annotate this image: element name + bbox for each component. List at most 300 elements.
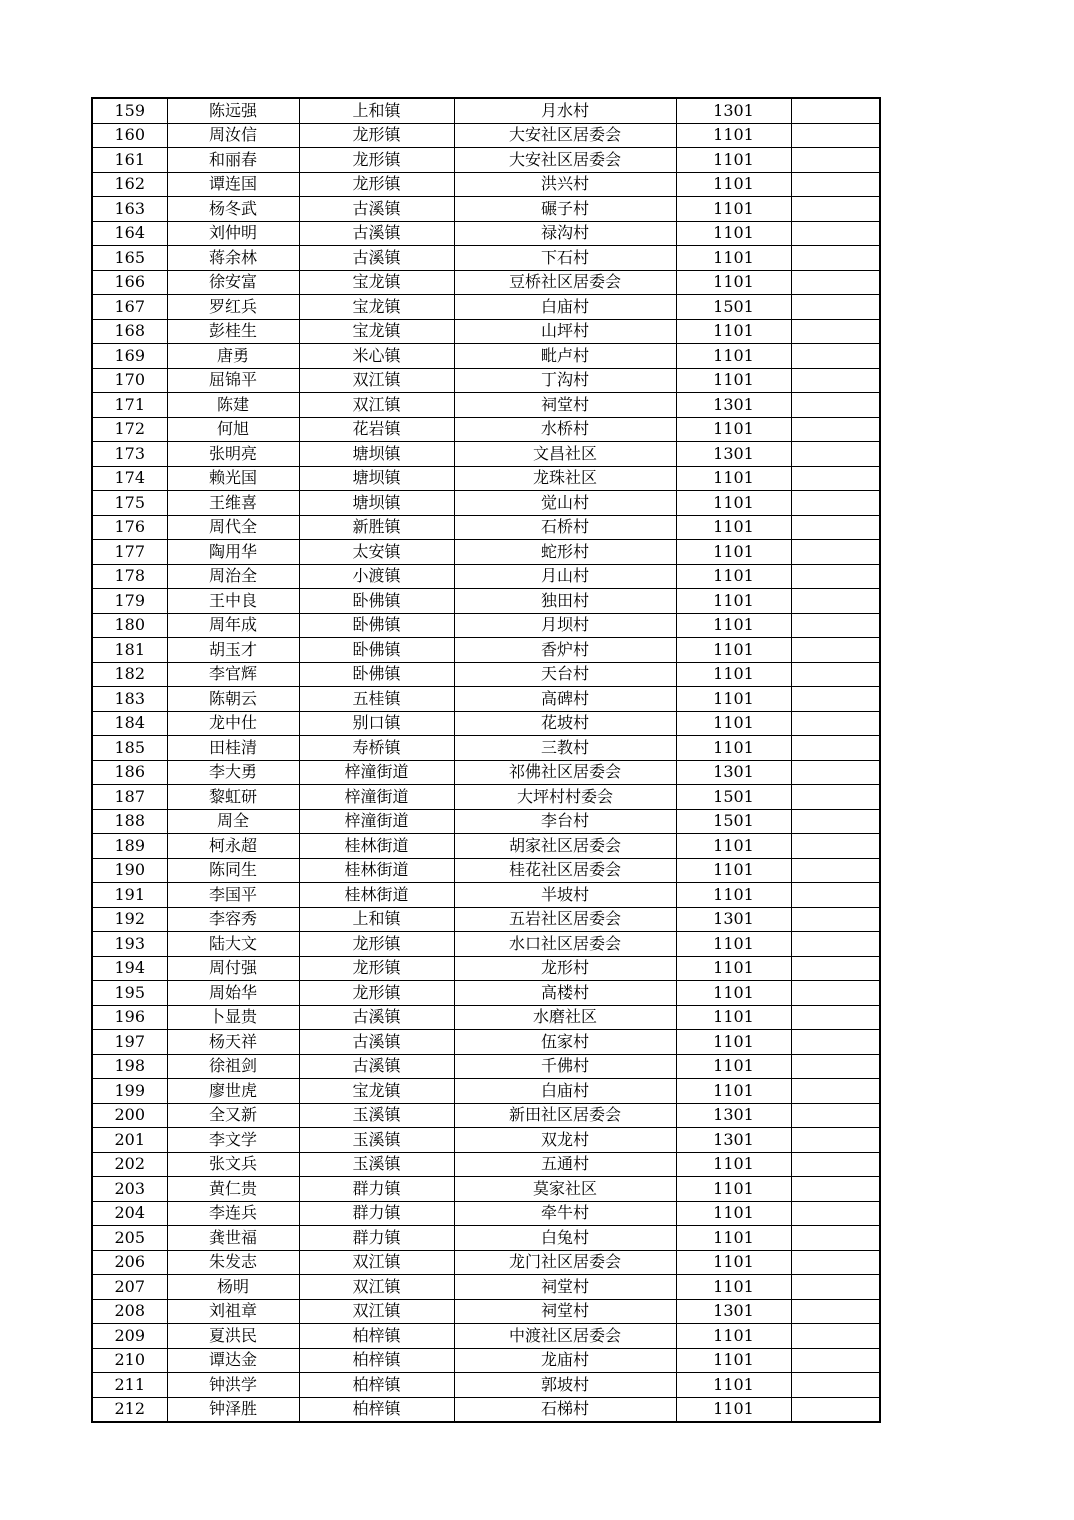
code-cell: 1301 bbox=[676, 98, 791, 123]
table-row bbox=[92, 148, 880, 173]
remark-cell bbox=[791, 589, 880, 614]
town-cell: 桂林街道 bbox=[299, 834, 454, 859]
row-number-cell: 182 bbox=[92, 662, 167, 687]
village-cell: 李台村 bbox=[454, 809, 676, 834]
village-cell: 郭坡村 bbox=[454, 1373, 676, 1398]
name-cell: 周全 bbox=[167, 809, 299, 834]
code-cell: 1101 bbox=[676, 834, 791, 859]
row-number-cell: 200 bbox=[92, 1103, 167, 1128]
name-cell: 李容秀 bbox=[167, 907, 299, 932]
town-cell: 宝龙镇 bbox=[299, 295, 454, 320]
village-cell: 三教村 bbox=[454, 736, 676, 761]
remark-cell bbox=[791, 393, 880, 418]
table-row bbox=[92, 270, 880, 295]
village-cell: 文昌社区 bbox=[454, 442, 676, 467]
village-cell: 龙形村 bbox=[454, 956, 676, 981]
name-cell: 杨冬武 bbox=[167, 197, 299, 222]
village-cell: 石桥村 bbox=[454, 515, 676, 540]
table-row bbox=[92, 393, 880, 418]
code-cell: 1101 bbox=[676, 368, 791, 393]
code-cell: 1301 bbox=[676, 1299, 791, 1324]
table-row bbox=[92, 98, 880, 123]
name-cell: 陈朝云 bbox=[167, 687, 299, 712]
remark-cell bbox=[791, 515, 880, 540]
village-cell: 天台村 bbox=[454, 662, 676, 687]
name-cell: 王维喜 bbox=[167, 491, 299, 516]
code-cell: 1101 bbox=[676, 687, 791, 712]
town-cell: 五桂镇 bbox=[299, 687, 454, 712]
remark-cell bbox=[791, 1152, 880, 1177]
remark-cell bbox=[791, 785, 880, 810]
code-cell: 1101 bbox=[676, 662, 791, 687]
code-cell: 1101 bbox=[676, 1030, 791, 1055]
remark-cell bbox=[791, 1226, 880, 1251]
name-cell: 夏洪民 bbox=[167, 1324, 299, 1349]
code-cell: 1101 bbox=[676, 466, 791, 491]
name-cell: 屈锦平 bbox=[167, 368, 299, 393]
remark-cell bbox=[791, 613, 880, 638]
row-number-cell: 161 bbox=[92, 148, 167, 173]
remark-cell bbox=[791, 932, 880, 957]
village-cell: 花坡村 bbox=[454, 711, 676, 736]
row-number-cell: 165 bbox=[92, 246, 167, 271]
town-cell: 上和镇 bbox=[299, 907, 454, 932]
row-number-cell: 160 bbox=[92, 123, 167, 148]
village-cell: 五通村 bbox=[454, 1152, 676, 1177]
row-number-cell: 164 bbox=[92, 221, 167, 246]
code-cell: 1301 bbox=[676, 1103, 791, 1128]
code-cell: 1101 bbox=[676, 1275, 791, 1300]
row-number-cell: 187 bbox=[92, 785, 167, 810]
table-row bbox=[92, 1152, 880, 1177]
remark-cell bbox=[791, 1250, 880, 1275]
village-cell: 香炉村 bbox=[454, 638, 676, 663]
row-number-cell: 198 bbox=[92, 1054, 167, 1079]
name-cell: 胡玉才 bbox=[167, 638, 299, 663]
name-cell: 杨天祥 bbox=[167, 1030, 299, 1055]
village-cell: 大坪村村委会 bbox=[454, 785, 676, 810]
remark-cell bbox=[791, 540, 880, 565]
village-cell: 水口社区居委会 bbox=[454, 932, 676, 957]
row-number-cell: 176 bbox=[92, 515, 167, 540]
name-cell: 谭达金 bbox=[167, 1348, 299, 1373]
remark-cell bbox=[791, 834, 880, 859]
table-row bbox=[92, 197, 880, 222]
code-cell: 1101 bbox=[676, 981, 791, 1006]
table-row bbox=[92, 123, 880, 148]
village-cell: 高楼村 bbox=[454, 981, 676, 1006]
remark-cell bbox=[791, 956, 880, 981]
town-cell: 宝龙镇 bbox=[299, 270, 454, 295]
village-cell: 中渡社区居委会 bbox=[454, 1324, 676, 1349]
row-number-cell: 208 bbox=[92, 1299, 167, 1324]
table-row bbox=[92, 246, 880, 271]
code-cell: 1101 bbox=[676, 564, 791, 589]
town-cell: 龙形镇 bbox=[299, 956, 454, 981]
row-number-cell: 166 bbox=[92, 270, 167, 295]
table-row bbox=[92, 638, 880, 663]
code-cell: 1301 bbox=[676, 393, 791, 418]
code-cell: 1301 bbox=[676, 442, 791, 467]
table-row bbox=[92, 1299, 880, 1324]
remark-cell bbox=[791, 1128, 880, 1153]
remark-cell bbox=[791, 270, 880, 295]
row-number-cell: 193 bbox=[92, 932, 167, 957]
village-cell: 千佛村 bbox=[454, 1054, 676, 1079]
remark-cell bbox=[791, 123, 880, 148]
name-cell: 陈同生 bbox=[167, 858, 299, 883]
table-row bbox=[92, 172, 880, 197]
remark-cell bbox=[791, 368, 880, 393]
code-cell: 1101 bbox=[676, 515, 791, 540]
row-number-cell: 172 bbox=[92, 417, 167, 442]
table-row bbox=[92, 1275, 880, 1300]
row-number-cell: 168 bbox=[92, 319, 167, 344]
name-cell: 李文学 bbox=[167, 1128, 299, 1153]
name-cell: 张文兵 bbox=[167, 1152, 299, 1177]
row-number-cell: 197 bbox=[92, 1030, 167, 1055]
row-number-cell: 183 bbox=[92, 687, 167, 712]
name-cell: 钟泽胜 bbox=[167, 1397, 299, 1422]
table-row bbox=[92, 417, 880, 442]
table-row bbox=[92, 1177, 880, 1202]
table-row bbox=[92, 1103, 880, 1128]
table-row bbox=[92, 760, 880, 785]
table-row bbox=[92, 1201, 880, 1226]
town-cell: 小渡镇 bbox=[299, 564, 454, 589]
code-cell: 1101 bbox=[676, 711, 791, 736]
village-cell: 大安社区居委会 bbox=[454, 123, 676, 148]
row-number-cell: 189 bbox=[92, 834, 167, 859]
remark-cell bbox=[791, 1030, 880, 1055]
village-cell: 祠堂村 bbox=[454, 1275, 676, 1300]
remark-cell bbox=[791, 1054, 880, 1079]
town-cell: 梓潼街道 bbox=[299, 785, 454, 810]
code-cell: 1101 bbox=[676, 123, 791, 148]
village-cell: 半坡村 bbox=[454, 883, 676, 908]
town-cell: 玉溪镇 bbox=[299, 1152, 454, 1177]
name-cell: 刘仲明 bbox=[167, 221, 299, 246]
table-row bbox=[92, 687, 880, 712]
row-number-cell: 199 bbox=[92, 1079, 167, 1104]
town-cell: 梓潼街道 bbox=[299, 809, 454, 834]
row-number-cell: 163 bbox=[92, 197, 167, 222]
table-row bbox=[92, 809, 880, 834]
code-cell: 1301 bbox=[676, 1128, 791, 1153]
code-cell: 1101 bbox=[676, 197, 791, 222]
row-number-cell: 170 bbox=[92, 368, 167, 393]
code-cell: 1101 bbox=[676, 221, 791, 246]
village-cell: 月坝村 bbox=[454, 613, 676, 638]
row-number-cell: 194 bbox=[92, 956, 167, 981]
town-cell: 古溪镇 bbox=[299, 221, 454, 246]
town-cell: 双江镇 bbox=[299, 1299, 454, 1324]
remark-cell bbox=[791, 246, 880, 271]
code-cell: 1301 bbox=[676, 907, 791, 932]
village-cell: 桂花社区居委会 bbox=[454, 858, 676, 883]
town-cell: 龙形镇 bbox=[299, 981, 454, 1006]
table-row bbox=[92, 1054, 880, 1079]
row-number-cell: 211 bbox=[92, 1373, 167, 1398]
village-cell: 觉山村 bbox=[454, 491, 676, 516]
remark-cell bbox=[791, 1275, 880, 1300]
town-cell: 古溪镇 bbox=[299, 1054, 454, 1079]
row-number-cell: 192 bbox=[92, 907, 167, 932]
row-number-cell: 173 bbox=[92, 442, 167, 467]
name-cell: 朱发志 bbox=[167, 1250, 299, 1275]
town-cell: 新胜镇 bbox=[299, 515, 454, 540]
town-cell: 塘坝镇 bbox=[299, 466, 454, 491]
town-cell: 塘坝镇 bbox=[299, 442, 454, 467]
village-cell: 下石村 bbox=[454, 246, 676, 271]
village-cell: 双龙村 bbox=[454, 1128, 676, 1153]
remark-cell bbox=[791, 564, 880, 589]
village-cell: 山坪村 bbox=[454, 319, 676, 344]
name-cell: 廖世虎 bbox=[167, 1079, 299, 1104]
town-cell: 古溪镇 bbox=[299, 1005, 454, 1030]
village-cell: 月水村 bbox=[454, 98, 676, 123]
town-cell: 柏梓镇 bbox=[299, 1373, 454, 1398]
row-number-cell: 188 bbox=[92, 809, 167, 834]
row-number-cell: 212 bbox=[92, 1397, 167, 1422]
code-cell: 1101 bbox=[676, 1324, 791, 1349]
village-cell: 祠堂村 bbox=[454, 393, 676, 418]
table-row bbox=[92, 442, 880, 467]
village-cell: 龙门社区居委会 bbox=[454, 1250, 676, 1275]
name-cell: 陶用华 bbox=[167, 540, 299, 565]
name-cell: 杨明 bbox=[167, 1275, 299, 1300]
row-number-cell: 191 bbox=[92, 883, 167, 908]
remark-cell bbox=[791, 1177, 880, 1202]
table-row bbox=[92, 564, 880, 589]
row-number-cell: 175 bbox=[92, 491, 167, 516]
village-cell: 新田社区居委会 bbox=[454, 1103, 676, 1128]
row-number-cell: 162 bbox=[92, 172, 167, 197]
town-cell: 柏梓镇 bbox=[299, 1324, 454, 1349]
village-cell: 水桥村 bbox=[454, 417, 676, 442]
row-number-cell: 203 bbox=[92, 1177, 167, 1202]
town-cell: 桂林街道 bbox=[299, 883, 454, 908]
name-cell: 周付强 bbox=[167, 956, 299, 981]
remark-cell bbox=[791, 1397, 880, 1422]
remark-cell bbox=[791, 1373, 880, 1398]
name-cell: 刘祖章 bbox=[167, 1299, 299, 1324]
row-number-cell: 174 bbox=[92, 466, 167, 491]
code-cell: 1101 bbox=[676, 1177, 791, 1202]
row-number-cell: 178 bbox=[92, 564, 167, 589]
village-cell: 毗卢村 bbox=[454, 344, 676, 369]
name-cell: 钟洪学 bbox=[167, 1373, 299, 1398]
row-number-cell: 207 bbox=[92, 1275, 167, 1300]
row-number-cell: 184 bbox=[92, 711, 167, 736]
code-cell: 1101 bbox=[676, 319, 791, 344]
remark-cell bbox=[791, 1079, 880, 1104]
code-cell: 1101 bbox=[676, 1348, 791, 1373]
code-cell: 1101 bbox=[676, 1250, 791, 1275]
code-cell: 1101 bbox=[676, 491, 791, 516]
roster-table bbox=[91, 97, 881, 1423]
table-row bbox=[92, 1373, 880, 1398]
name-cell: 赖光国 bbox=[167, 466, 299, 491]
row-number-cell: 186 bbox=[92, 760, 167, 785]
table-row bbox=[92, 295, 880, 320]
row-number-cell: 210 bbox=[92, 1348, 167, 1373]
table-row bbox=[92, 221, 880, 246]
village-cell: 洪兴村 bbox=[454, 172, 676, 197]
name-cell: 李官辉 bbox=[167, 662, 299, 687]
name-cell: 周治全 bbox=[167, 564, 299, 589]
table-row bbox=[92, 1226, 880, 1251]
code-cell: 1101 bbox=[676, 1079, 791, 1104]
remark-cell bbox=[791, 466, 880, 491]
name-cell: 柯永超 bbox=[167, 834, 299, 859]
town-cell: 龙形镇 bbox=[299, 172, 454, 197]
table-row bbox=[92, 540, 880, 565]
town-cell: 双江镇 bbox=[299, 368, 454, 393]
name-cell: 周始华 bbox=[167, 981, 299, 1006]
town-cell: 柏梓镇 bbox=[299, 1397, 454, 1422]
town-cell: 古溪镇 bbox=[299, 1030, 454, 1055]
code-cell: 1101 bbox=[676, 1373, 791, 1398]
code-cell: 1101 bbox=[676, 270, 791, 295]
table-row bbox=[92, 907, 880, 932]
code-cell: 1101 bbox=[676, 1054, 791, 1079]
code-cell: 1101 bbox=[676, 540, 791, 565]
town-cell: 群力镇 bbox=[299, 1226, 454, 1251]
remark-cell bbox=[791, 172, 880, 197]
table-row bbox=[92, 1348, 880, 1373]
remark-cell bbox=[791, 711, 880, 736]
table-row bbox=[92, 319, 880, 344]
village-cell: 白庙村 bbox=[454, 295, 676, 320]
table-row bbox=[92, 785, 880, 810]
town-cell: 双江镇 bbox=[299, 393, 454, 418]
village-cell: 丁沟村 bbox=[454, 368, 676, 393]
table-row bbox=[92, 956, 880, 981]
village-cell: 胡家社区居委会 bbox=[454, 834, 676, 859]
town-cell: 玉溪镇 bbox=[299, 1128, 454, 1153]
code-cell: 1501 bbox=[676, 809, 791, 834]
row-number-cell: 180 bbox=[92, 613, 167, 638]
name-cell: 黎虹研 bbox=[167, 785, 299, 810]
table-row bbox=[92, 662, 880, 687]
name-cell: 黄仁贵 bbox=[167, 1177, 299, 1202]
village-cell: 碾子村 bbox=[454, 197, 676, 222]
village-cell: 伍家村 bbox=[454, 1030, 676, 1055]
table-row bbox=[92, 515, 880, 540]
village-cell: 祠堂村 bbox=[454, 1299, 676, 1324]
name-cell: 龙中仕 bbox=[167, 711, 299, 736]
town-cell: 花岩镇 bbox=[299, 417, 454, 442]
remark-cell bbox=[791, 760, 880, 785]
name-cell: 唐勇 bbox=[167, 344, 299, 369]
name-cell: 徐安富 bbox=[167, 270, 299, 295]
village-cell: 独田村 bbox=[454, 589, 676, 614]
code-cell: 1101 bbox=[676, 417, 791, 442]
code-cell: 1101 bbox=[676, 858, 791, 883]
code-cell: 1301 bbox=[676, 760, 791, 785]
remark-cell bbox=[791, 1005, 880, 1030]
row-number-cell: 167 bbox=[92, 295, 167, 320]
row-number-cell: 169 bbox=[92, 344, 167, 369]
name-cell: 陈远强 bbox=[167, 98, 299, 123]
remark-cell bbox=[791, 344, 880, 369]
remark-cell bbox=[791, 687, 880, 712]
remark-cell bbox=[791, 148, 880, 173]
table-row bbox=[92, 1324, 880, 1349]
village-cell: 石梯村 bbox=[454, 1397, 676, 1422]
code-cell: 1101 bbox=[676, 638, 791, 663]
remark-cell bbox=[791, 1103, 880, 1128]
village-cell: 龙庙村 bbox=[454, 1348, 676, 1373]
village-cell: 高碑村 bbox=[454, 687, 676, 712]
town-cell: 米心镇 bbox=[299, 344, 454, 369]
town-cell: 宝龙镇 bbox=[299, 1079, 454, 1104]
name-cell: 李国平 bbox=[167, 883, 299, 908]
code-cell: 1101 bbox=[676, 932, 791, 957]
name-cell: 全又新 bbox=[167, 1103, 299, 1128]
town-cell: 宝龙镇 bbox=[299, 319, 454, 344]
town-cell: 别口镇 bbox=[299, 711, 454, 736]
table-row bbox=[92, 344, 880, 369]
table-row bbox=[92, 368, 880, 393]
table-row bbox=[92, 491, 880, 516]
remark-cell bbox=[791, 981, 880, 1006]
code-cell: 1101 bbox=[676, 172, 791, 197]
name-cell: 王中良 bbox=[167, 589, 299, 614]
town-cell: 双江镇 bbox=[299, 1250, 454, 1275]
table-row bbox=[92, 1397, 880, 1422]
remark-cell bbox=[791, 858, 880, 883]
table-row bbox=[92, 834, 880, 859]
row-number-cell: 195 bbox=[92, 981, 167, 1006]
table-row bbox=[92, 1128, 880, 1153]
code-cell: 1101 bbox=[676, 883, 791, 908]
name-cell: 李连兵 bbox=[167, 1201, 299, 1226]
village-cell: 莫家社区 bbox=[454, 1177, 676, 1202]
remark-cell bbox=[791, 98, 880, 123]
name-cell: 周年成 bbox=[167, 613, 299, 638]
code-cell: 1501 bbox=[676, 295, 791, 320]
village-cell: 牵牛村 bbox=[454, 1201, 676, 1226]
remark-cell bbox=[791, 638, 880, 663]
town-cell: 卧佛镇 bbox=[299, 662, 454, 687]
remark-cell bbox=[791, 197, 880, 222]
code-cell: 1101 bbox=[676, 1226, 791, 1251]
code-cell: 1101 bbox=[676, 613, 791, 638]
name-cell: 蒋余林 bbox=[167, 246, 299, 271]
name-cell: 李大勇 bbox=[167, 760, 299, 785]
remark-cell bbox=[791, 907, 880, 932]
village-cell: 水磨社区 bbox=[454, 1005, 676, 1030]
town-cell: 卧佛镇 bbox=[299, 638, 454, 663]
remark-cell bbox=[791, 736, 880, 761]
name-cell: 和丽春 bbox=[167, 148, 299, 173]
name-cell: 谭连国 bbox=[167, 172, 299, 197]
row-number-cell: 206 bbox=[92, 1250, 167, 1275]
table-row bbox=[92, 981, 880, 1006]
remark-cell bbox=[791, 491, 880, 516]
name-cell: 陆大文 bbox=[167, 932, 299, 957]
town-cell: 双江镇 bbox=[299, 1275, 454, 1300]
table-row bbox=[92, 1250, 880, 1275]
town-cell: 寿桥镇 bbox=[299, 736, 454, 761]
row-number-cell: 201 bbox=[92, 1128, 167, 1153]
name-cell: 周代全 bbox=[167, 515, 299, 540]
name-cell: 田桂清 bbox=[167, 736, 299, 761]
name-cell: 何旭 bbox=[167, 417, 299, 442]
town-cell: 卧佛镇 bbox=[299, 613, 454, 638]
